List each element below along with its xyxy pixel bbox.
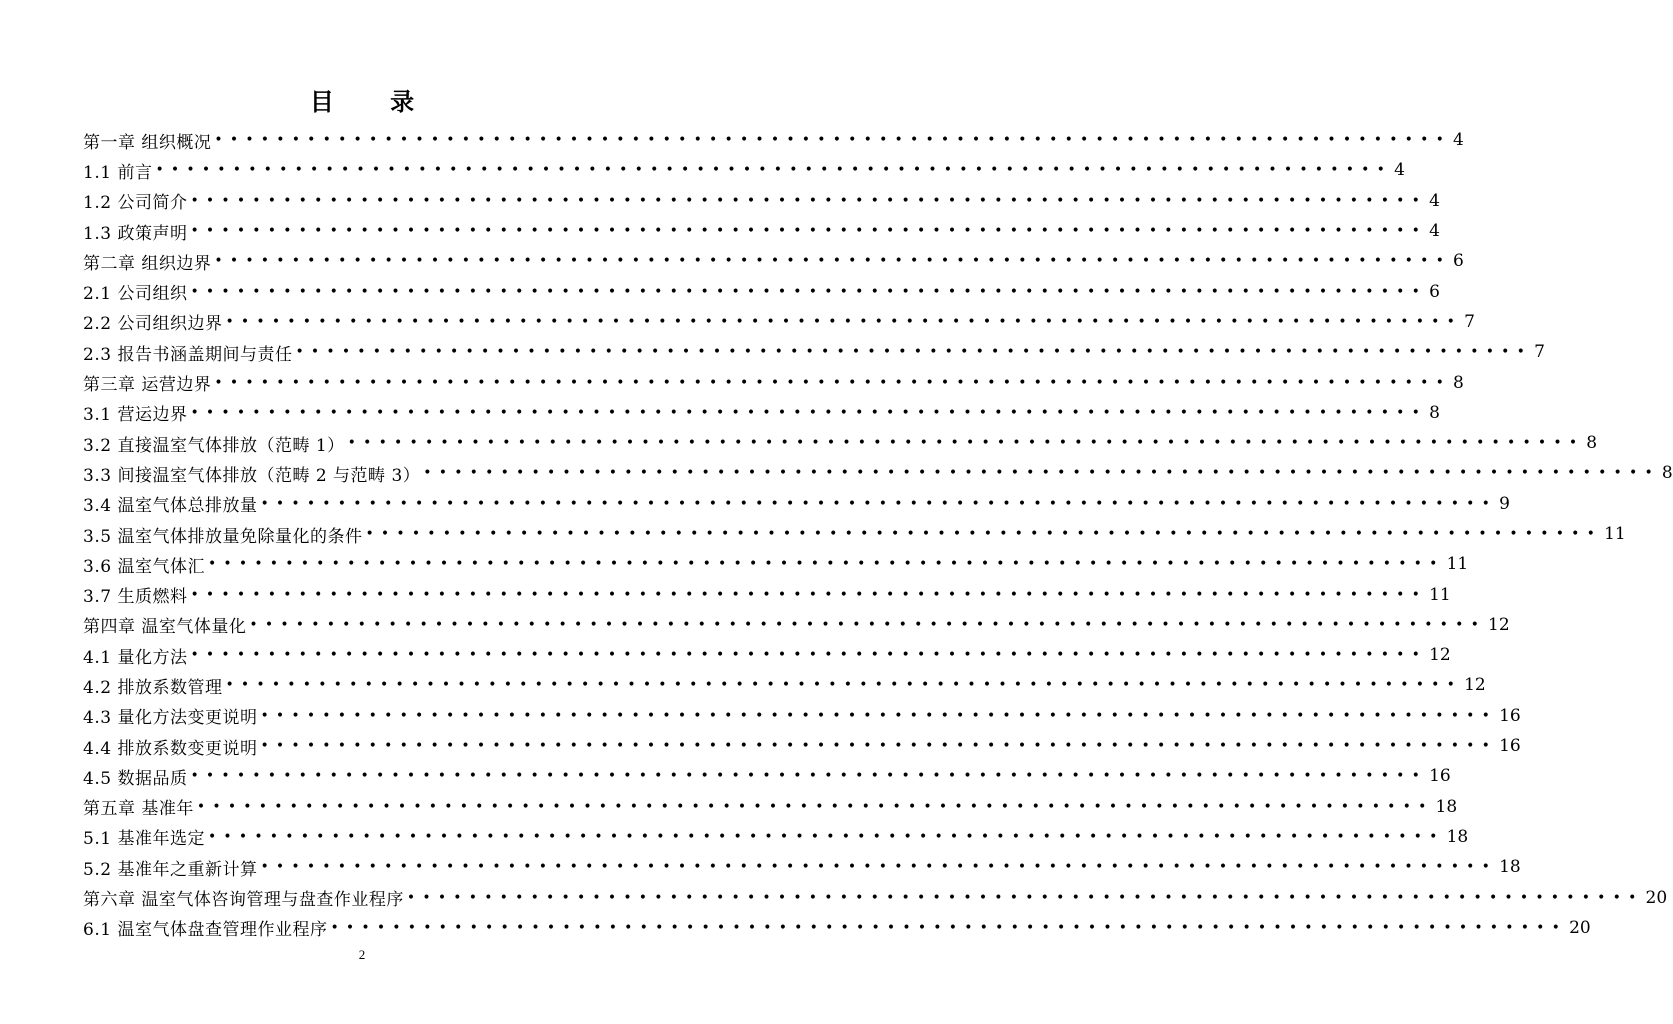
toc-dot-leader: •••••••••••••••••••••••••••••••••••••••••••••••••••••••••••••••••••••••••••••••• <box>347 435 1585 452</box>
toc-entry-label: 第三章 运营边界 <box>83 375 212 396</box>
toc-entry-page: 4 <box>1453 130 1464 151</box>
toc-entry-page: 11 <box>1446 554 1469 575</box>
toc-entry-label: 第五章 基准年 <box>83 799 194 820</box>
toc-entry-label: 4.5 数据品质 <box>83 768 188 789</box>
toc-entry-label: 3.4 温室气体总排放量 <box>83 496 258 517</box>
toc-entry[interactable] <box>83 307 1475 337</box>
toc-dot-leader: •••••••••••••••••••••••••••••••••••••••••••••••••••••••••••••••••••••••••••••••• <box>190 768 1428 785</box>
toc-dot-leader: •••••••••••••••••••••••••••••••••••••••••••••••••••••••••••••••••••••••••••••••• <box>190 223 1428 240</box>
toc-entry-label: 1.1 前言 <box>83 162 153 183</box>
toc-entry[interactable] <box>83 458 1673 488</box>
toc-entry[interactable] <box>83 186 1440 216</box>
toc-entry-label: 3.7 生质燃料 <box>83 587 188 608</box>
toc-entry-page: 11 <box>1429 584 1451 605</box>
toc-entry[interactable] <box>83 216 1440 246</box>
toc-dot-leader: •••••••••••••••••••••••••••••••••••••••••••••••••••••••••••••••••••••••••••••••• <box>190 192 1428 209</box>
toc-dot-leader: •••••••••••••••••••••••••••••••••••••••••••••••••••••••••••••••••••••••••••••••• <box>207 556 1445 573</box>
toc-entry-label: 5.1 基准年选定 <box>83 829 205 850</box>
toc-dot-leader: •••••••••••••••••••••••••••••••••••••••••••••••••••••••••••••••••••••••••••••••• <box>190 283 1428 300</box>
toc-entry-label: 1.3 政策声明 <box>83 223 188 244</box>
toc-entry-label: 第六章 温室气体咨询管理与盘查作业程序 <box>83 890 404 911</box>
toc-entry-page: 9 <box>1499 493 1510 514</box>
toc-entry[interactable] <box>83 246 1464 276</box>
toc-dot-leader: •••••••••••••••••••••••••••••••••••••••••••••••••••••••••••••••••••••••••••••••• <box>190 586 1428 603</box>
toc-entry-label: 3.5 温室气体排放量免除量化的条件 <box>83 526 363 547</box>
table-of-contents <box>83 125 1673 943</box>
toc-entry-page: 12 <box>1429 645 1451 666</box>
toc-entry[interactable] <box>83 428 1598 458</box>
page-number: 2 <box>358 947 366 962</box>
toc-entry[interactable] <box>83 579 1451 609</box>
toc-dot-leader: •••••••••••••••••••••••••••••••••••••••••••••••••••••••••••••••••••••••••••••••• <box>225 677 1463 694</box>
toc-entry[interactable] <box>83 489 1510 519</box>
toc-entry-page: 8 <box>1661 463 1673 484</box>
toc-entry[interactable] <box>83 337 1545 367</box>
toc-dot-leader: •••••••••••••••••••••••••••••••••••••••••••••••••••••••••••••••••••••••••••••••• <box>207 828 1445 845</box>
toc-entry-page: 8 <box>1453 372 1464 393</box>
toc-dot-leader: •••••••••••••••••••••••••••••••••••••••••••••••••••••••••••••••••••••••••••••••• <box>260 859 1498 876</box>
toc-dot-leader: •••••••••••••••••••••••••••••••••••••••••••••••••••••••••••••••••••••••••••••••• <box>225 313 1463 330</box>
toc-entry[interactable] <box>83 761 1451 791</box>
toc-entry[interactable] <box>83 640 1451 670</box>
toc-dot-leader: •••••••••••••••••••••••••••••••••••••••••••••••••••••••••••••••••••••••••••••••• <box>155 162 1393 179</box>
toc-entry-label: 第二章 组织边界 <box>83 253 212 274</box>
toc-entry[interactable] <box>83 822 1469 852</box>
toc-entry-label: 3.3 间接温室气体排放（范畴 2 与范畴 3） <box>83 465 421 486</box>
toc-entry-page: 18 <box>1446 826 1469 847</box>
toc-entry-label: 4.3 量化方法变更说明 <box>83 708 258 729</box>
toc-entry-page: 7 <box>1464 311 1475 332</box>
toc-dot-leader: •••••••••••••••••••••••••••••••••••••••••••••••••••••••••••••••••••••••••••••••• <box>196 798 1434 815</box>
toc-entry-page: 7 <box>1534 342 1545 363</box>
toc-dot-leader: •••••••••••••••••••••••••••••••••••••••••••••••••••••••••••••••••••••••••••••••• <box>214 253 1452 270</box>
toc-entry-page: 20 <box>1645 887 1668 908</box>
toc-entry-label: 1.2 公司简介 <box>83 193 188 214</box>
toc-entry-page: 11 <box>1604 524 1626 544</box>
toc-entry-page: 20 <box>1569 917 1591 938</box>
toc-entry-label: 4.2 排放系数管理 <box>83 677 223 698</box>
toc-entry-page: 16 <box>1499 705 1521 726</box>
toc-dot-leader: •••••••••••••••••••••••••••••••••••••••••••••••••••••••••••••••••••••••••••••••• <box>260 738 1498 755</box>
toc-entry[interactable] <box>83 367 1464 397</box>
toc-entry-label: 5.2 基准年之重新计算 <box>83 859 258 880</box>
toc-entry[interactable] <box>83 549 1469 579</box>
toc-dot-leader: •••••••••••••••••••••••••••••••••••••••••••••••••••••••••••••••••••••••••••••••• <box>214 374 1452 391</box>
toc-entry[interactable] <box>83 670 1486 700</box>
toc-dot-leader: •••••••••••••••••••••••••••••••••••••••••••••••••••••••••••••••••••••••••••••••• <box>365 526 1603 542</box>
toc-dot-leader: •••••••••••••••••••••••••••••••••••••••••••••••••••••••••••••••••••••••••••••••• <box>214 132 1452 149</box>
toc-entry[interactable] <box>83 519 1626 549</box>
toc-entry-label: 4.4 排放系数变更说明 <box>83 738 258 759</box>
toc-entry-label: 3.2 直接温室气体排放（范畴 1） <box>83 435 345 456</box>
toc-entry-label: 第一章 组织概况 <box>83 132 212 153</box>
toc-entry[interactable] <box>83 731 1521 761</box>
toc-entry-page: 16 <box>1499 736 1521 757</box>
toc-entry-page: 18 <box>1435 796 1458 817</box>
toc-entry-page: 4 <box>1429 221 1440 242</box>
toc-entry-page: 12 <box>1464 675 1486 696</box>
toc-entry[interactable] <box>83 792 1458 822</box>
toc-entry[interactable] <box>83 276 1440 306</box>
toc-entry-page: 12 <box>1488 614 1510 635</box>
toc-entry-label: 2.2 公司组织边界 <box>83 314 223 335</box>
toc-entry[interactable] <box>83 701 1521 731</box>
toc-dot-leader: •••••••••••••••••••••••••••••••••••••••••••••••••••••••••••••••••••••••••••••••• <box>330 919 1568 936</box>
toc-entry[interactable] <box>83 852 1521 882</box>
toc-entry-label: 2.1 公司组织 <box>83 284 188 305</box>
page-title: 目 录 <box>309 88 439 116</box>
toc-dot-leader: •••••••••••••••••••••••••••••••••••••••••••••••••••••••••••••••••••••••••••••••• <box>190 647 1428 664</box>
toc-entry-label: 第四章 温室气体量化 <box>83 617 247 638</box>
toc-entry-label: 3.6 温室气体汇 <box>83 556 205 577</box>
toc-entry-label: 6.1 温室气体盘查管理作业程序 <box>83 920 328 941</box>
toc-entry[interactable] <box>83 610 1510 640</box>
toc-entry[interactable] <box>83 882 1668 912</box>
toc-dot-leader: •••••••••••••••••••••••••••••••••••••••••••••••••••••••••••••••••••••••••••••••• <box>260 707 1498 724</box>
toc-entry-label: 2.3 报告书涵盖期间与责任 <box>83 344 293 365</box>
toc-entry-label: 3.1 营运边界 <box>83 405 188 426</box>
toc-entry-page: 8 <box>1429 402 1440 423</box>
toc-dot-leader: •••••••••••••••••••••••••••••••••••••••••••••••••••••••••••••••••••••••••••••••• <box>295 344 1533 361</box>
toc-entry[interactable] <box>83 155 1405 185</box>
toc-entry-page: 6 <box>1429 281 1440 302</box>
toc-entry[interactable] <box>83 125 1464 155</box>
toc-dot-leader: •••••••••••••••••••••••••••••••••••••••••••••••••••••••••••••••••••••••••••••••• <box>423 465 1660 482</box>
toc-entry-page: 4 <box>1394 160 1405 181</box>
toc-entry[interactable] <box>83 398 1440 428</box>
toc-dot-leader: •••••••••••••••••••••••••••••••••••••••••••••••••••••••••••••••••••••••••••••••• <box>249 616 1487 633</box>
toc-entry[interactable] <box>83 913 1591 943</box>
toc-dot-leader: •••••••••••••••••••••••••••••••••••••••••••••••••••••••••••••••••••••••••••••••• <box>406 889 1644 906</box>
toc-dot-leader: •••••••••••••••••••••••••••••••••••••••••••••••••••••••••••••••••••••••••••••••• <box>260 495 1498 512</box>
toc-dot-leader: •••••••••••••••••••••••••••••••••••••••••••••••••••••••••••••••••••••••••••••••• <box>190 404 1428 421</box>
toc-entry-label: 4.1 量化方法 <box>83 647 188 668</box>
toc-entry-page: 8 <box>1586 433 1598 454</box>
toc-entry-page: 16 <box>1429 766 1451 787</box>
toc-entry-page: 4 <box>1429 190 1440 211</box>
toc-entry-page: 18 <box>1499 857 1521 878</box>
toc-entry-page: 6 <box>1453 251 1464 272</box>
